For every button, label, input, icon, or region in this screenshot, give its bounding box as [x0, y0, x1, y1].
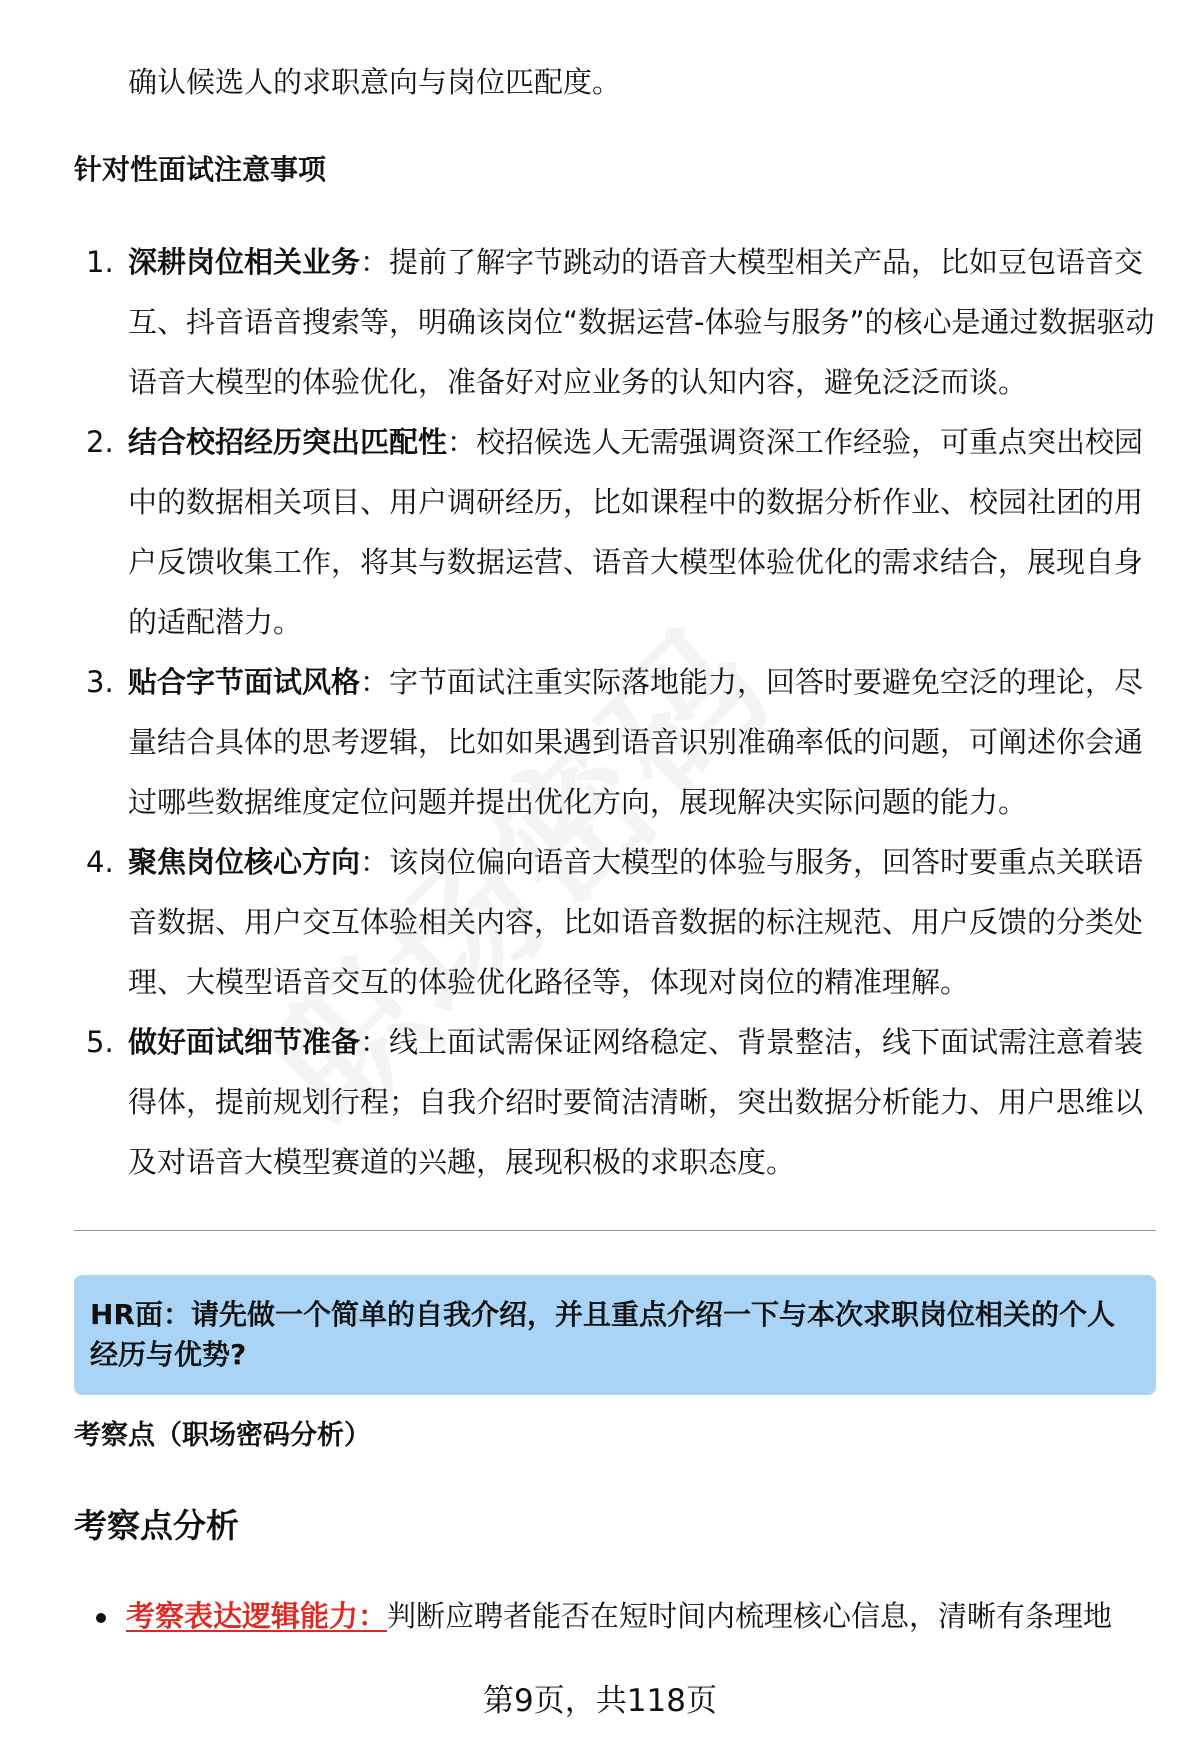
item-separator: ：: [360, 845, 390, 879]
item-separator: ：: [360, 245, 390, 279]
item-text: 提前了解字节跳动的语音大模型相关产品，比如豆包语音交互、抖音语音搜索等，明确该岗位“数据运营-体验与服务”的核心是通过数据驱动语音大模型的体验优化，准备好对应业务的认知内容，避免泛泛而谈。: [128, 245, 1155, 399]
section-heading: 针对性面试注意事项: [74, 153, 327, 186]
tips-list: [74, 232, 1164, 1192]
item-number: 4.: [86, 845, 114, 879]
list-item: [74, 412, 1164, 652]
item-title: 聚焦岗位核心方向: [128, 845, 361, 879]
item-number: 1.: [86, 245, 114, 279]
page-footer: 第9页，共118页: [483, 1683, 717, 1719]
item-separator: ：: [360, 1025, 390, 1059]
item-separator: ：: [360, 665, 390, 699]
list-item: [74, 1012, 1164, 1192]
intro-paragraph: 确认候选人的求职意向与岗位匹配度。: [128, 65, 622, 99]
item-number: 5.: [86, 1025, 114, 1059]
item-text: 校招候选人无需强调资深工作经验，可重点突出校园中的数据相关项目、用户调研经历，比如课程中的数据分析作业、校园社团的用户反馈收集工作，将其与数据运营、语音大模型体验优化的需求结合，展现自身的适配潜力。: [128, 425, 1144, 639]
bullet-text: 判断应聘者能否在短时间内梳理核心信息，清晰有条理地: [387, 1599, 1113, 1633]
bullet-dot-icon: [96, 1613, 106, 1623]
list-item: [74, 232, 1164, 412]
item-title: 做好面试细节准备: [128, 1025, 361, 1059]
hr-question-box: [74, 1275, 1156, 1395]
item-title: 贴合字节面试风格: [128, 665, 361, 699]
item-number: 3.: [86, 665, 114, 699]
hr-question: HR面：请先做一个简单的自我介绍，并且重点介绍一下与本次求职岗位相关的个人经历与优势?: [90, 1298, 1115, 1371]
bullet-key: 考察表达逻辑能力：: [126, 1599, 388, 1633]
check-point-title: 考察点（职场密码分析）: [74, 1420, 371, 1451]
list-item: [74, 832, 1164, 1012]
list-item: [74, 652, 1164, 832]
item-title: 结合校招经历突出匹配性: [128, 425, 448, 459]
item-text: 字节面试注重实际落地能力，回答时要避免空泛的理论，尽量结合具体的思考逻辑，比如如果遇到语音识别准确率低的问题，可阐述你会通过哪些数据维度定位问题并提出优化方向，展现解决实际问题的能力。: [128, 665, 1144, 819]
item-separator: ：: [447, 425, 477, 459]
item-text: 该岗位偏向语音大模型的体验与服务，回答时要重点关联语音数据、用户交互体验相关内容，比如语音数据的标注规范、用户反馈的分类处理、大模型语音交互的体验优化路径等，体现对岗位的精准理解。: [128, 845, 1144, 999]
item-number: 2.: [86, 425, 114, 459]
analysis-title: 考察点分析: [74, 1506, 239, 1545]
bullet-item: [96, 1595, 1156, 1637]
item-title: 深耕岗位相关业务: [128, 245, 361, 279]
divider: [74, 1230, 1156, 1231]
item-text: 线上面试需保证网络稳定、背景整洁，线下面试需注意着装得体，提前规划行程；自我介绍时要简洁清晰，突出数据分析能力、用户思维以及对语音大模型赛道的兴趣，展现积极的求职态度。: [128, 1025, 1144, 1179]
